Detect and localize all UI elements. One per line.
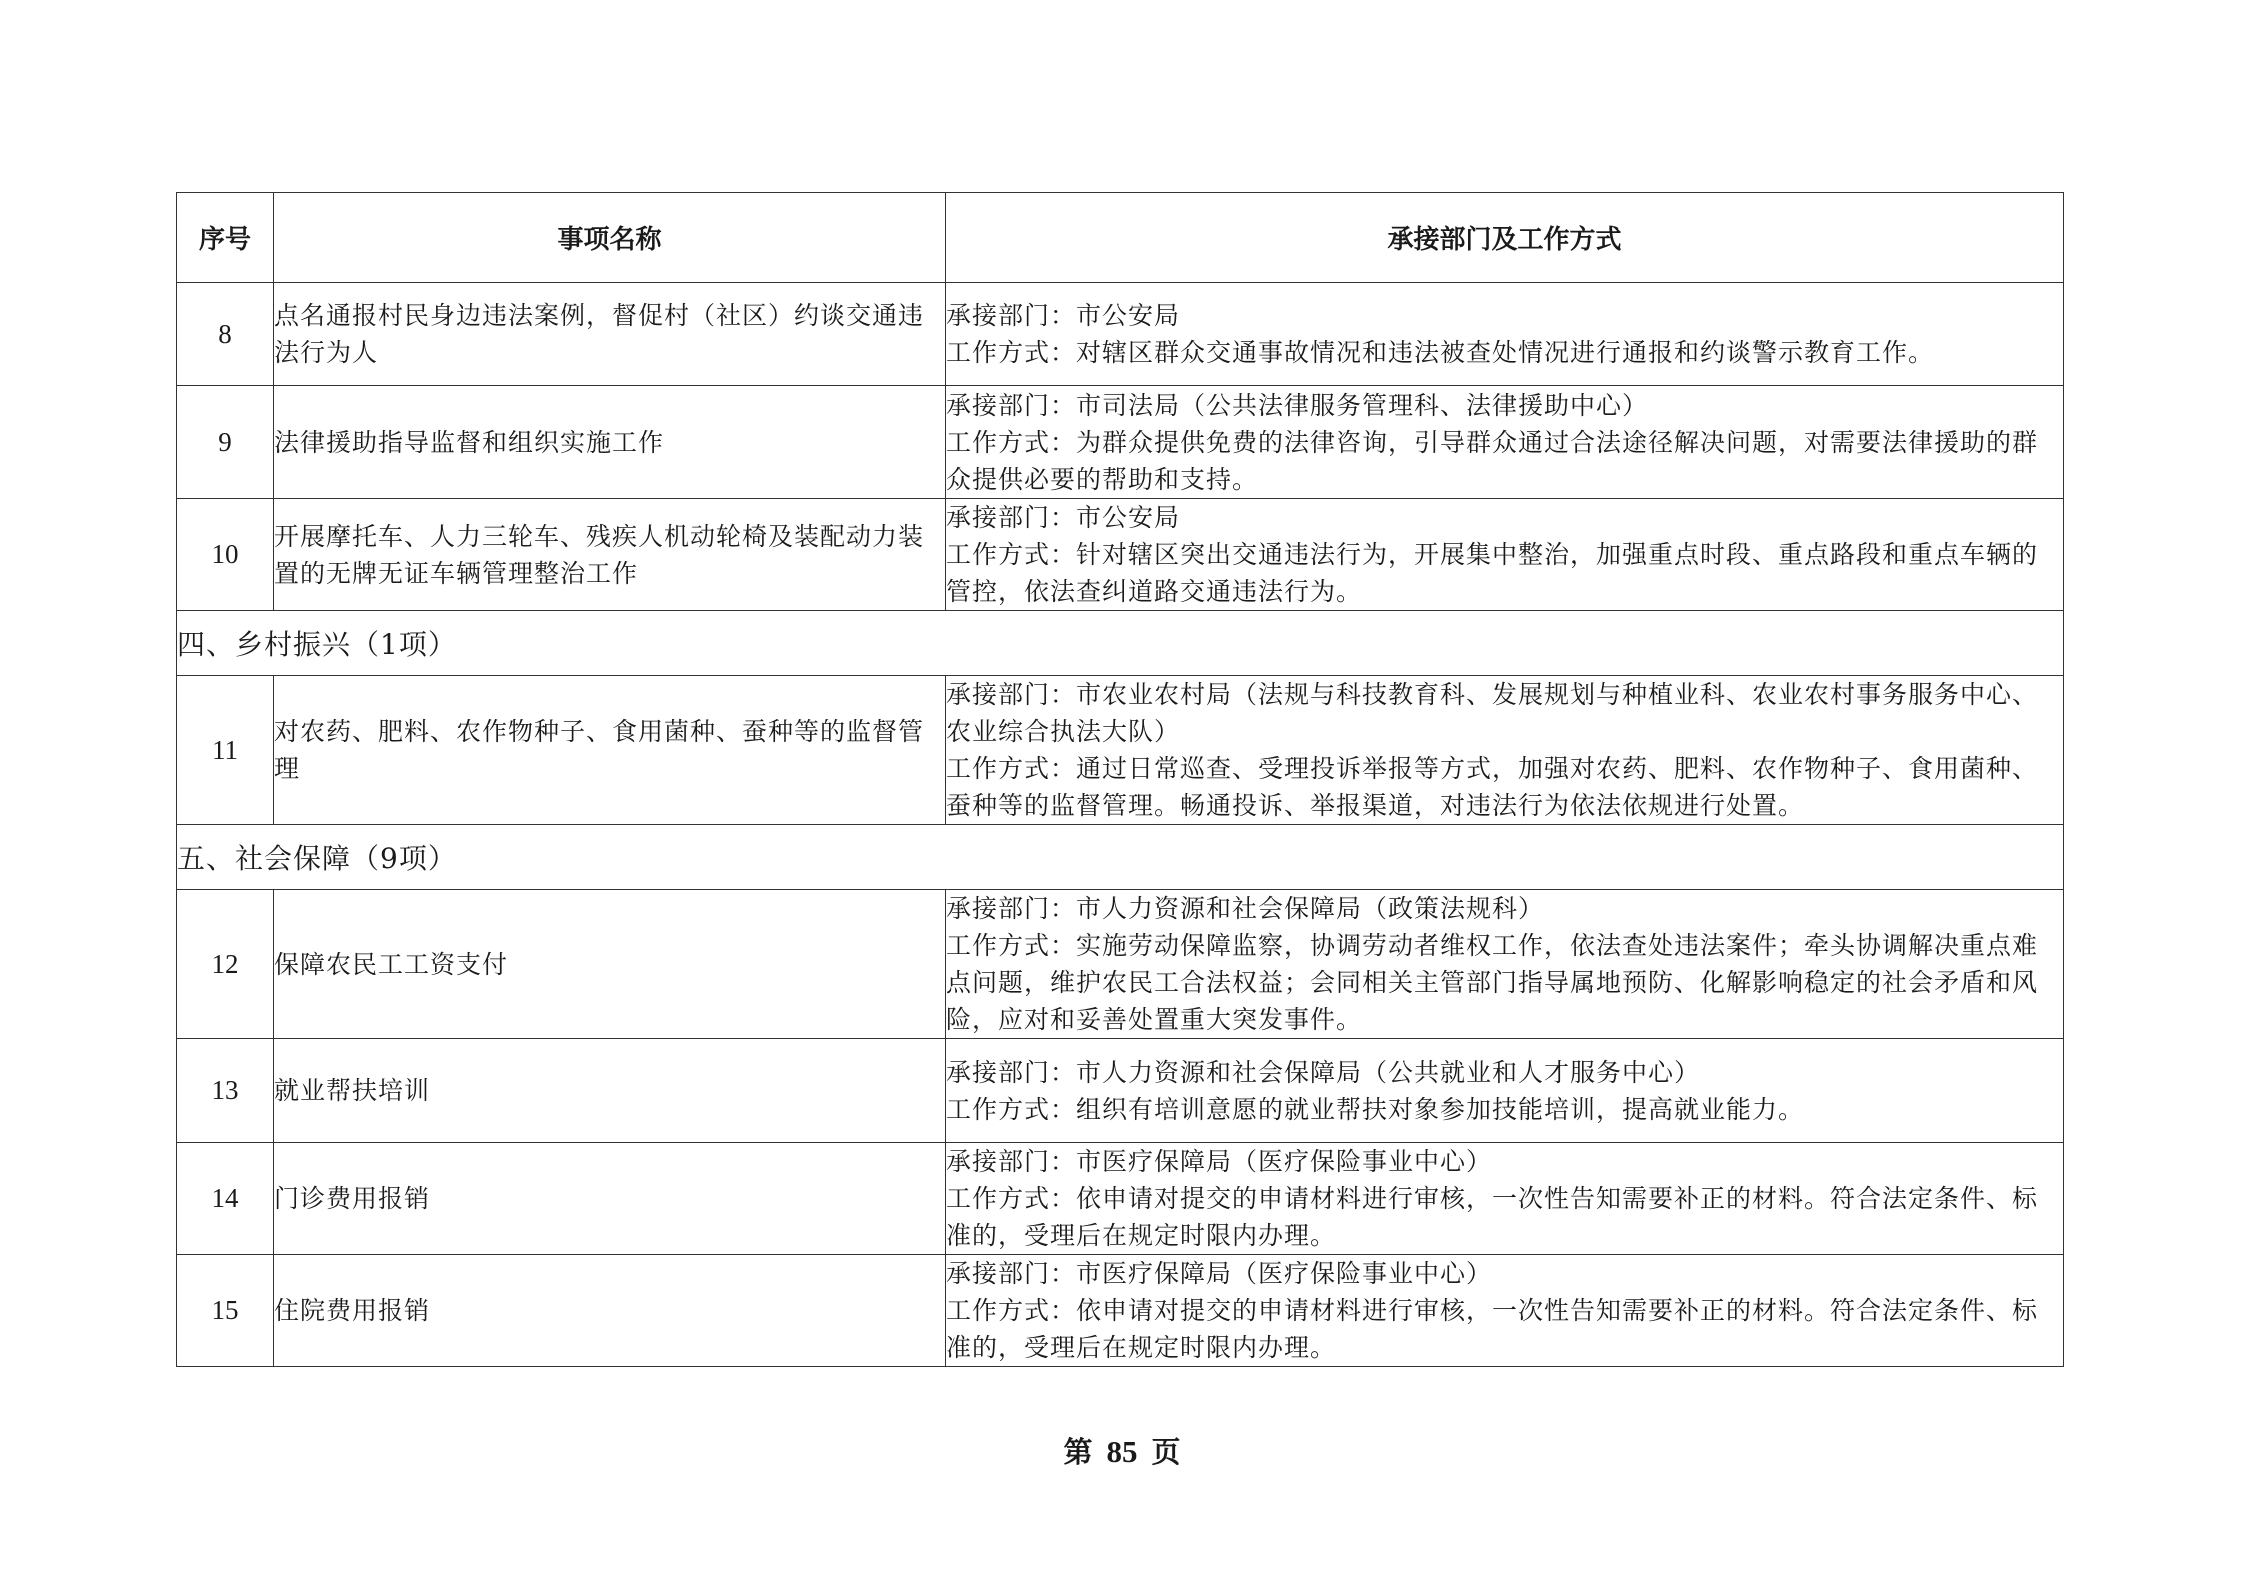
- row-name: 住院费用报销: [274, 1255, 946, 1367]
- page-number: 85: [1106, 1434, 1138, 1469]
- row-dept-cell: [946, 1255, 2064, 1367]
- header-no: 序号: [177, 193, 274, 283]
- section-row: [177, 825, 2064, 890]
- section-title-rural: 四、乡村振兴（1项）: [177, 611, 2064, 676]
- row-no: 11: [177, 676, 274, 825]
- table-row: [177, 676, 2064, 825]
- row-dept: 承接部门：市司法局（公共法律服务管理科、法律援助中心）: [946, 390, 1649, 420]
- row-name: 门诊费用报销: [274, 1143, 946, 1255]
- row-method: 工作方式：为群众提供免费的法律咨询，引导群众通过合法途径解决问题，对需要法律援助的群众提供必要的帮助和支持。: [946, 427, 2039, 494]
- page-suffix: 页: [1151, 1435, 1181, 1469]
- row-dept-cell: [946, 1039, 2064, 1143]
- row-method: 工作方式：实施劳动保障监察，协调劳动者维权工作，依法查处违法案件；牵头协调解决重点难点问题，维护农民工合法权益；会同相关主管部门指导属地预防、化解影响稳定的社会矛盾和风险，应对和妥善处置重大突发事件。: [946, 931, 2039, 1034]
- row-dept: 承接部门：市医疗保障局（医疗保险事业中心）: [946, 1259, 1493, 1288]
- row-name: 开展摩托车、人力三轮车、残疾人机动轮椅及装配动力装置的无牌无证车辆管理整治工作: [274, 499, 946, 611]
- row-no: 9: [177, 386, 274, 499]
- items-table: [176, 192, 2064, 1367]
- row-dept-cell: [946, 676, 2064, 825]
- row-method: 工作方式：组织有培训意愿的就业帮扶对象参加技能培训，提高就业能力。: [946, 1094, 1805, 1124]
- row-no: 12: [177, 890, 274, 1039]
- table-row: [177, 1039, 2064, 1143]
- row-dept: 承接部门：市农业农村局（法规与科技教育科、发展规划与种植业科、农业农村事务服务中心、农业综合执法大队）: [946, 680, 2039, 746]
- row-dept-cell: [946, 1143, 2064, 1255]
- row-dept: 承接部门：市公安局: [946, 503, 1181, 532]
- row-method: 工作方式：通过日常巡查、受理投诉举报等方式，加强对农药、肥料、农作物种子、食用菌种、蚕种等的监督管理。畅通投诉、举报渠道，对违法行为依法依规进行处置。: [946, 754, 2039, 820]
- row-no: 10: [177, 499, 274, 611]
- row-dept: 承接部门：市医疗保障局（医疗保险事业中心）: [946, 1147, 1493, 1176]
- row-dept-cell: [946, 890, 2064, 1039]
- row-method: 工作方式：对辖区群众交通事故情况和违法被查处情况进行通报和约谈警示教育工作。: [946, 338, 1935, 367]
- row-name: 就业帮扶培训: [274, 1039, 946, 1143]
- table-row: [177, 1143, 2064, 1255]
- table-header-row: [177, 193, 2064, 283]
- row-method: 工作方式：依申请对提交的申请材料进行审核，一次性告知需要补正的材料。符合法定条件、标准的，受理后在规定时限内办理。: [946, 1184, 2039, 1250]
- section-title-social: 五、社会保障（9项）: [177, 825, 2064, 890]
- page-footer: [0, 1430, 2244, 1471]
- row-name: 点名通报村民身边违法案例，督促村（社区）约谈交通违法行为人: [274, 283, 946, 386]
- table-row: [177, 386, 2064, 499]
- row-dept-cell: [946, 499, 2064, 611]
- row-dept: 承接部门：市人力资源和社会保障局（政策法规科）: [946, 894, 1545, 923]
- row-no: 14: [177, 1143, 274, 1255]
- table-row: [177, 499, 2064, 611]
- section-row: [177, 611, 2064, 676]
- row-name: 法律援助指导监督和组织实施工作: [274, 386, 946, 499]
- table-row: [177, 283, 2064, 386]
- header-name: 事项名称: [274, 193, 946, 283]
- row-name: 保障农民工工资支付: [274, 890, 946, 1039]
- row-dept: 承接部门：市人力资源和社会保障局（公共就业和人才服务中心）: [946, 1057, 1701, 1087]
- page-prefix: 第: [1063, 1435, 1093, 1469]
- row-no: 15: [177, 1255, 274, 1367]
- row-dept-cell: [946, 386, 2064, 499]
- table-row: [177, 1255, 2064, 1367]
- row-no: 8: [177, 283, 274, 386]
- table-row: [177, 890, 2064, 1039]
- row-dept: 承接部门：市公安局: [946, 301, 1181, 330]
- row-name: 对农药、肥料、农作物种子、食用菌种、蚕种等的监督管理: [274, 676, 946, 825]
- row-method: 工作方式：针对辖区突出交通违法行为，开展集中整治，加强重点时段、重点路段和重点车辆的管控，依法查纠道路交通违法行为。: [946, 540, 2039, 606]
- header-dept: 承接部门及工作方式: [946, 193, 2064, 283]
- row-method: 工作方式：依申请对提交的申请材料进行审核，一次性告知需要补正的材料。符合法定条件、标准的，受理后在规定时限内办理。: [946, 1296, 2039, 1362]
- row-no: 13: [177, 1039, 274, 1143]
- row-dept-cell: [946, 283, 2064, 386]
